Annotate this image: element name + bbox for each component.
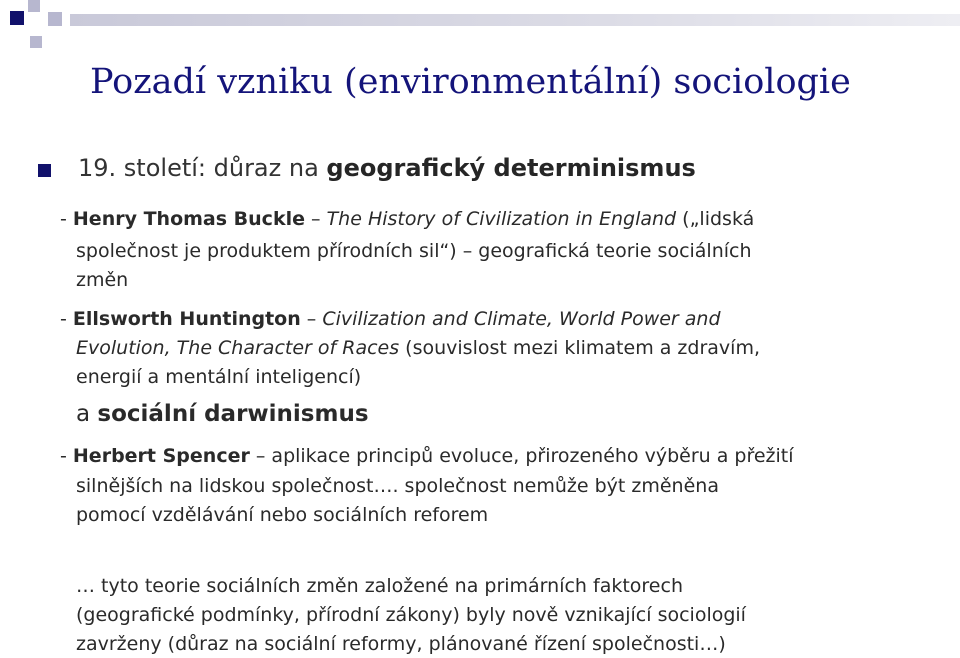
separator: – <box>304 208 327 230</box>
spencer-line-3: pomocí vzdělávání nebo sociálních reforem <box>76 504 489 526</box>
separator: – <box>300 308 323 330</box>
author-name: Ellsworth Huntington <box>72 308 301 330</box>
darwin-prefix: a <box>76 401 98 427</box>
book-titles: Civilization and Climate, World Power and <box>322 308 721 330</box>
heading-bold: geografický determinismus <box>326 154 696 182</box>
conclusion-line-1: … tyto teorie sociálních změn založené na primárních faktorech <box>76 575 683 597</box>
header-bar <box>70 14 960 26</box>
spencer-line-2: silnějších na lidskou společnost…. společnost nemůže být změněna <box>76 475 719 497</box>
section-heading <box>78 154 696 182</box>
spencer-line-1 <box>60 442 794 470</box>
darwin-bold: sociální darwinismus <box>97 401 369 427</box>
huntington-line-3: energií a mentální inteligencí) <box>76 366 362 388</box>
huntington-line-1 <box>60 305 721 333</box>
decor-square-light <box>28 0 40 12</box>
description: – aplikace principů evoluce, přirozeného výběru a přežití <box>249 445 794 467</box>
conclusion-line-3: zavrženy (důraz na sociální reformy, plánované řízení společnosti…) <box>76 633 726 655</box>
decor-square-light <box>30 36 42 48</box>
book-titles: Evolution, The Character of Races <box>76 337 400 359</box>
author-name: Henry Thomas Buckle <box>72 208 305 230</box>
buckle-line-2: společnost je produktem přírodních sil“) – geografická teorie sociálních <box>76 240 752 262</box>
bullet-square-icon <box>38 164 51 177</box>
book-title: The History of Civilization in England <box>326 208 677 230</box>
conclusion-line-2: (geografické podmínky, přírodní zákony) byly nově vznikající sociologií <box>76 604 746 626</box>
dash-prefix: - <box>60 445 73 467</box>
decor-square-dark <box>10 11 24 25</box>
heading-text: 19. století: důraz na <box>78 154 327 182</box>
author-name: Herbert Spencer <box>72 445 250 467</box>
buckle-line-1 <box>60 205 754 233</box>
dash-prefix: - <box>60 308 73 330</box>
slide-title: Pozadí vzniku (environmentální) sociologie <box>90 62 851 102</box>
decor-square-light <box>48 12 62 26</box>
dash-prefix: - <box>60 208 73 230</box>
quote-start: („lidská <box>676 208 755 230</box>
buckle-line-3: změn <box>76 269 129 291</box>
darwinism-heading <box>76 400 369 428</box>
description: (souvislost mezi klimatem a zdravím, <box>399 337 760 359</box>
huntington-line-2 <box>76 334 760 362</box>
